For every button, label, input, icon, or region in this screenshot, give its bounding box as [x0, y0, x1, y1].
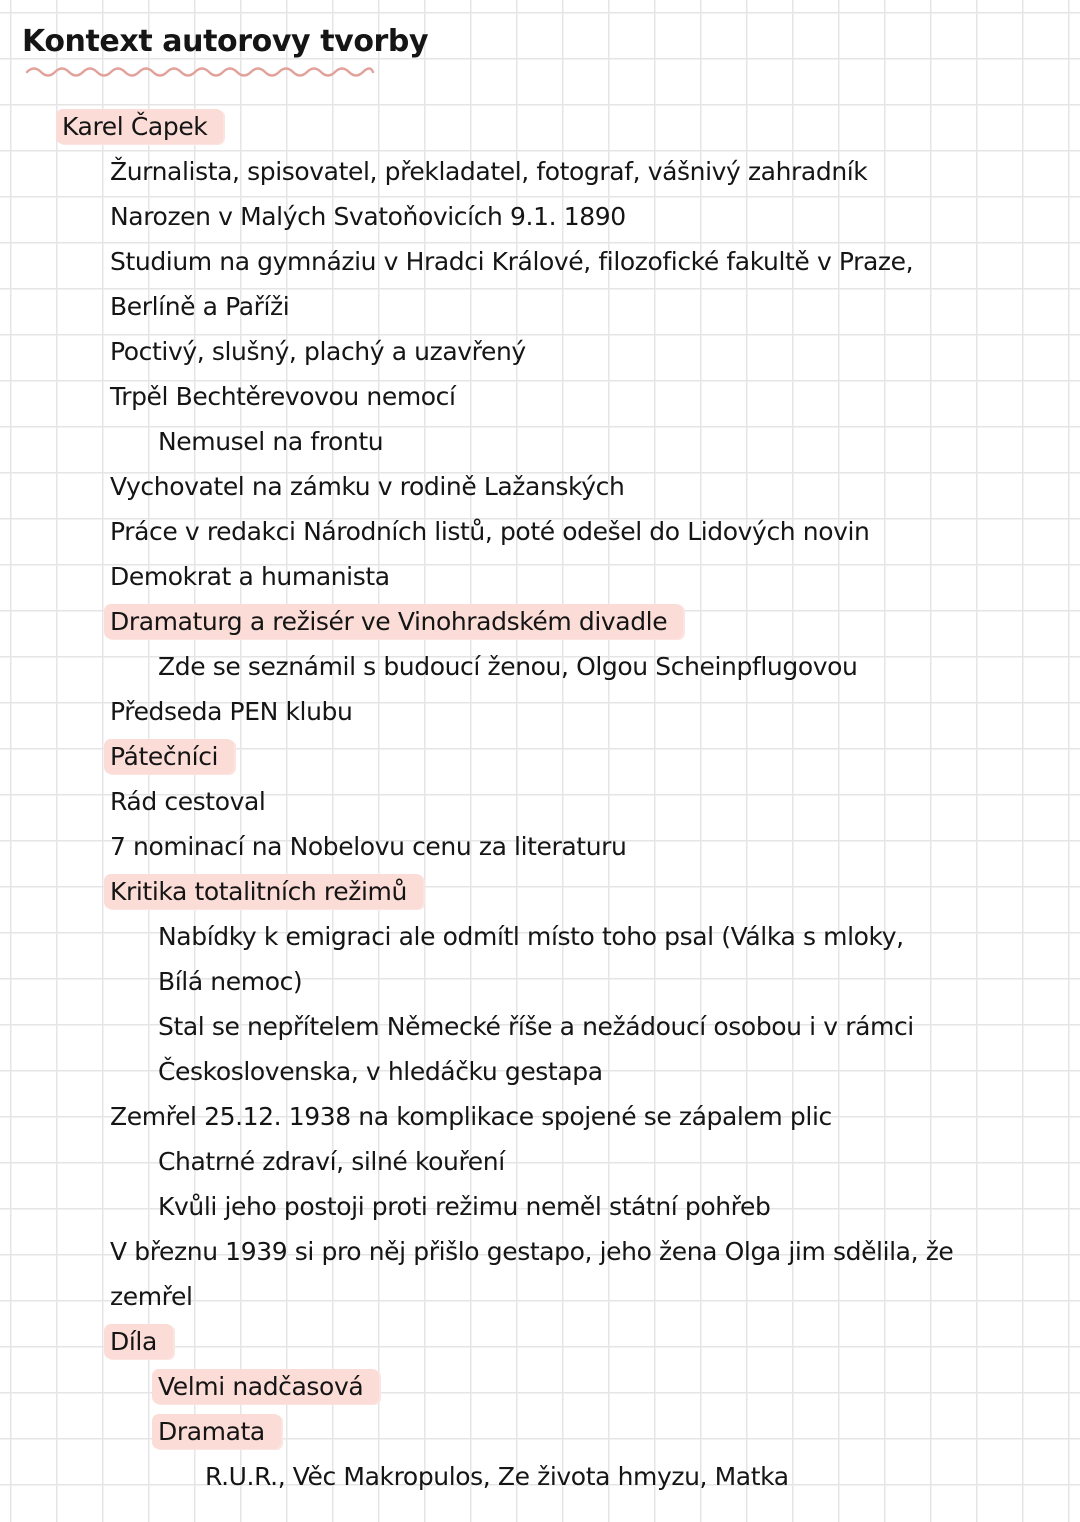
note-text: Žurnalista, spisovatel, překladatel, fotograf, vášnivý zahradník [110, 157, 868, 186]
note-line [0, 554, 1080, 599]
note-line [0, 869, 1080, 914]
note-line [0, 1409, 1080, 1454]
title-wavy-underline-decoration [24, 62, 376, 80]
note-line [0, 1049, 1080, 1094]
note-line [0, 194, 1080, 239]
note-text: Stal se nepřítelem Německé říše a nežádoucí osobou i v rámci [158, 1012, 914, 1041]
note-line [0, 779, 1080, 824]
note-text: Vychovatel na zámku v rodině Lažanských [110, 472, 625, 501]
notes-list [0, 104, 1080, 1499]
note-text: Nemusel na frontu [158, 427, 384, 456]
note-text: V březnu 1939 si pro něj přišlo gestapo, jeho žena Olga jim sdělila, že [110, 1237, 954, 1266]
note-text: Bílá nemoc) [158, 967, 303, 996]
note-line [0, 689, 1080, 734]
highlighted-note-text: Dramata [152, 1414, 281, 1449]
note-line [0, 644, 1080, 689]
note-line [0, 734, 1080, 779]
highlighted-note-text: Dramaturg a režisér ve Vinohradském divadle [104, 604, 683, 639]
note-line [0, 1004, 1080, 1049]
highlighted-note-text: Velmi nadčasová [152, 1369, 379, 1404]
highlighted-note-text: Kritika totalitních režimů [104, 874, 423, 909]
note-line [0, 1229, 1080, 1274]
note-line [0, 599, 1080, 644]
note-line [0, 329, 1080, 374]
highlighted-note-text: Karel Čapek [56, 109, 223, 144]
note-line [0, 1094, 1080, 1139]
note-line [0, 1364, 1080, 1409]
note-line [0, 824, 1080, 869]
note-line [0, 1184, 1080, 1229]
note-text: Předseda PEN klubu [110, 697, 353, 726]
note-line [0, 149, 1080, 194]
note-text: Demokrat a humanista [110, 562, 390, 591]
note-line [0, 464, 1080, 509]
note-text: Zemřel 25.12. 1938 na komplikace spojené se zápalem plic [110, 1102, 832, 1131]
note-text: Studium na gymnáziu v Hradci Králové, filozofické fakultě v Praze, [110, 247, 914, 276]
note-text: Rád cestoval [110, 787, 266, 816]
note-text: Berlíně a Paříži [110, 292, 290, 321]
note-line [0, 239, 1080, 284]
note-text: Nabídky k emigraci ale odmítl místo toho psal (Válka s mloky, [158, 922, 904, 951]
note-text: zemřel [110, 1282, 193, 1311]
page-title: Kontext autorovy tvorby [22, 24, 429, 59]
note-line [0, 1319, 1080, 1364]
note-text: Chatrné zdraví, silné kouření [158, 1147, 505, 1176]
note-line [0, 1454, 1080, 1499]
note-text: Československa, v hledáčku gestapa [158, 1057, 603, 1086]
note-line [0, 959, 1080, 1004]
note-text: Trpěl Bechtěrevovou nemocí [110, 382, 456, 411]
note-text: 7 nominací na Nobelovu cenu za literaturu [110, 832, 627, 861]
note-line [0, 284, 1080, 329]
note-line [0, 1274, 1080, 1319]
note-line [0, 1139, 1080, 1184]
note-line [0, 419, 1080, 464]
note-text: Práce v redakci Národních listů, poté odešel do Lidových novin [110, 517, 870, 546]
highlighted-note-text: Pátečníci [104, 739, 234, 774]
note-line [0, 914, 1080, 959]
note-text: Zde se seznámil s budoucí ženou, Olgou Scheinpflugovou [158, 652, 858, 681]
note-line [0, 104, 1080, 149]
note-line [0, 374, 1080, 419]
note-text: Poctivý, slušný, plachý a uzavřený [110, 337, 526, 366]
note-text: Narozen v Malých Svatoňovicích 9.1. 1890 [110, 202, 626, 231]
note-text: R.U.R., Věc Makropulos, Ze života hmyzu, Matka [205, 1462, 789, 1491]
note-text: Kvůli jeho postoji proti režimu neměl státní pohřeb [158, 1192, 771, 1221]
highlighted-note-text: Díla [104, 1324, 173, 1359]
note-line [0, 509, 1080, 554]
